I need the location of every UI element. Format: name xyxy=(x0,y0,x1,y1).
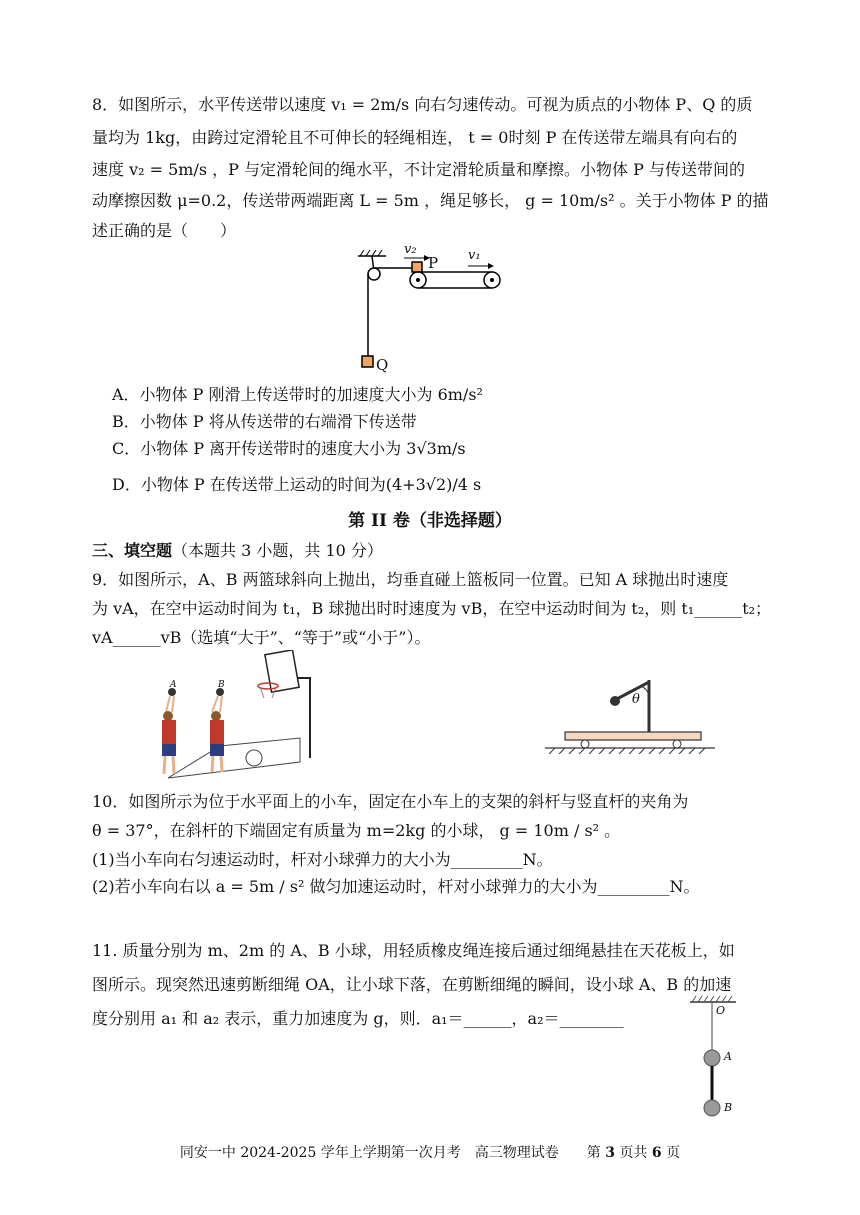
label-theta: θ xyxy=(632,692,640,707)
label-v2: v₂ xyxy=(404,242,417,257)
label-o: O xyxy=(716,1004,726,1017)
q8-line-1: 8．如图所示，水平传送带以速度 v₁ = 2m/s 向右匀速传动。可视为质点的小物体 P、Q 的质 xyxy=(92,95,753,114)
page-footer xyxy=(0,1142,860,1162)
section3-note: （本题共 3 小题，共 10 分） xyxy=(172,541,383,560)
label-ball-b: B xyxy=(218,680,225,690)
label-ball-a: A xyxy=(170,680,177,690)
q10-line-1: 10．如图所示为位于水平面上的小车，固定在小车上的支架的斜杆与竖直杆的夹角为 xyxy=(92,792,689,811)
q8-option-a: A．小物体 P 刚滑上传送带时的加速度大小为 6m/s² xyxy=(112,385,483,404)
footer-end: 页 xyxy=(666,1145,681,1161)
section3-heading xyxy=(92,540,383,562)
footer-page-number: 3 xyxy=(605,1145,615,1161)
q10-line-4: (2)若小车向右以 a = 5m / s² 做匀加速运动时，杆对小球弹力的大小为_________N。 xyxy=(92,877,700,896)
q8-line-2: 量均为 1kg，由跨过定滑轮且不可伸长的轻绳相连， t = 0时刻 P 在传送带左端具有向右的 xyxy=(92,128,738,147)
q8-line-5: 述正确的是（ ） xyxy=(92,221,237,240)
hanging-balls-figure xyxy=(690,996,740,1120)
q9-line-2: 为 vA，在空中运动时间为 t₁，B 球抛出时时速度为 vB，在空中运动时间为 t₂，则 t₁______t₂； xyxy=(92,599,772,618)
section3-label: 三、填空题 xyxy=(92,541,173,560)
q11-line-1: 11. 质量分别为 m、2m 的 A、B 小球，用轻质橡皮绳连接后通过细绳悬挂在天花板上，如 xyxy=(92,941,735,960)
q10-line-3: (1)当小车向右匀速运动时，杆对小球弹力的大小为_________N。 xyxy=(92,850,553,869)
label-p: P xyxy=(428,254,439,272)
footer-total-pages: 6 xyxy=(651,1145,662,1161)
basketball-figure xyxy=(150,650,330,780)
q11-line-2: 图所示。现突然迅速剪断细绳 OA，让小球下落，在剪断细绳的瞬间，设小球 A、B 的加速 xyxy=(92,975,732,994)
q11-line-3: 度分别用 a₁ 和 a₂ 表示，重力加速度为 g，则．a₁＝______，a₂＝________ xyxy=(92,1009,624,1028)
q8-option-d: D．小物体 P 在传送带上运动的时间为(4+3√2)/4 s xyxy=(112,475,482,494)
label-q: Q xyxy=(376,356,389,374)
cart-figure xyxy=(545,674,715,754)
label-b: B xyxy=(724,1101,733,1114)
q9-line-1: 9．如图所示，A、B 两篮球斜向上抛出，均垂直碰上篮板同一位置。已知 A 球抛出时速度 xyxy=(92,570,729,589)
section-title: 第 II 卷（非选择题） xyxy=(348,511,512,531)
q8-option-b: B．小物体 P 将从传送带的右端滑下传送带 xyxy=(112,412,417,431)
q8-line-4: 动摩擦因数 μ=0.2，传送带两端距离 L = 5m ，绳足够长， g = 10m/s² 。关于小物体 P 的描 xyxy=(92,191,769,210)
q8-line-3: 速度 v₂ = 5m/s ，P 与定滑轮间的绳水平，不计定滑轮质量和摩擦。小物体 P 与传送带间的 xyxy=(92,160,745,179)
label-v1: v₁ xyxy=(468,248,481,263)
q8-option-c: C．小物体 P 离开传送带时的速度大小为 3√3m/s xyxy=(112,439,466,458)
label-a: A xyxy=(724,1050,732,1063)
q9-line-3: vA______vB（选填“大于”、“等于”或“小于”）。 xyxy=(92,628,431,647)
q10-line-2: θ = 37°，在斜杆的下端固定有质量为 m=2kg 的小球， g = 10m / s² 。 xyxy=(92,821,621,840)
footer-mid: 页共 xyxy=(619,1145,648,1161)
footer-text: 同安一中 2024-2025 学年上学期第一次月考 高三物理试卷 第 xyxy=(179,1145,601,1161)
